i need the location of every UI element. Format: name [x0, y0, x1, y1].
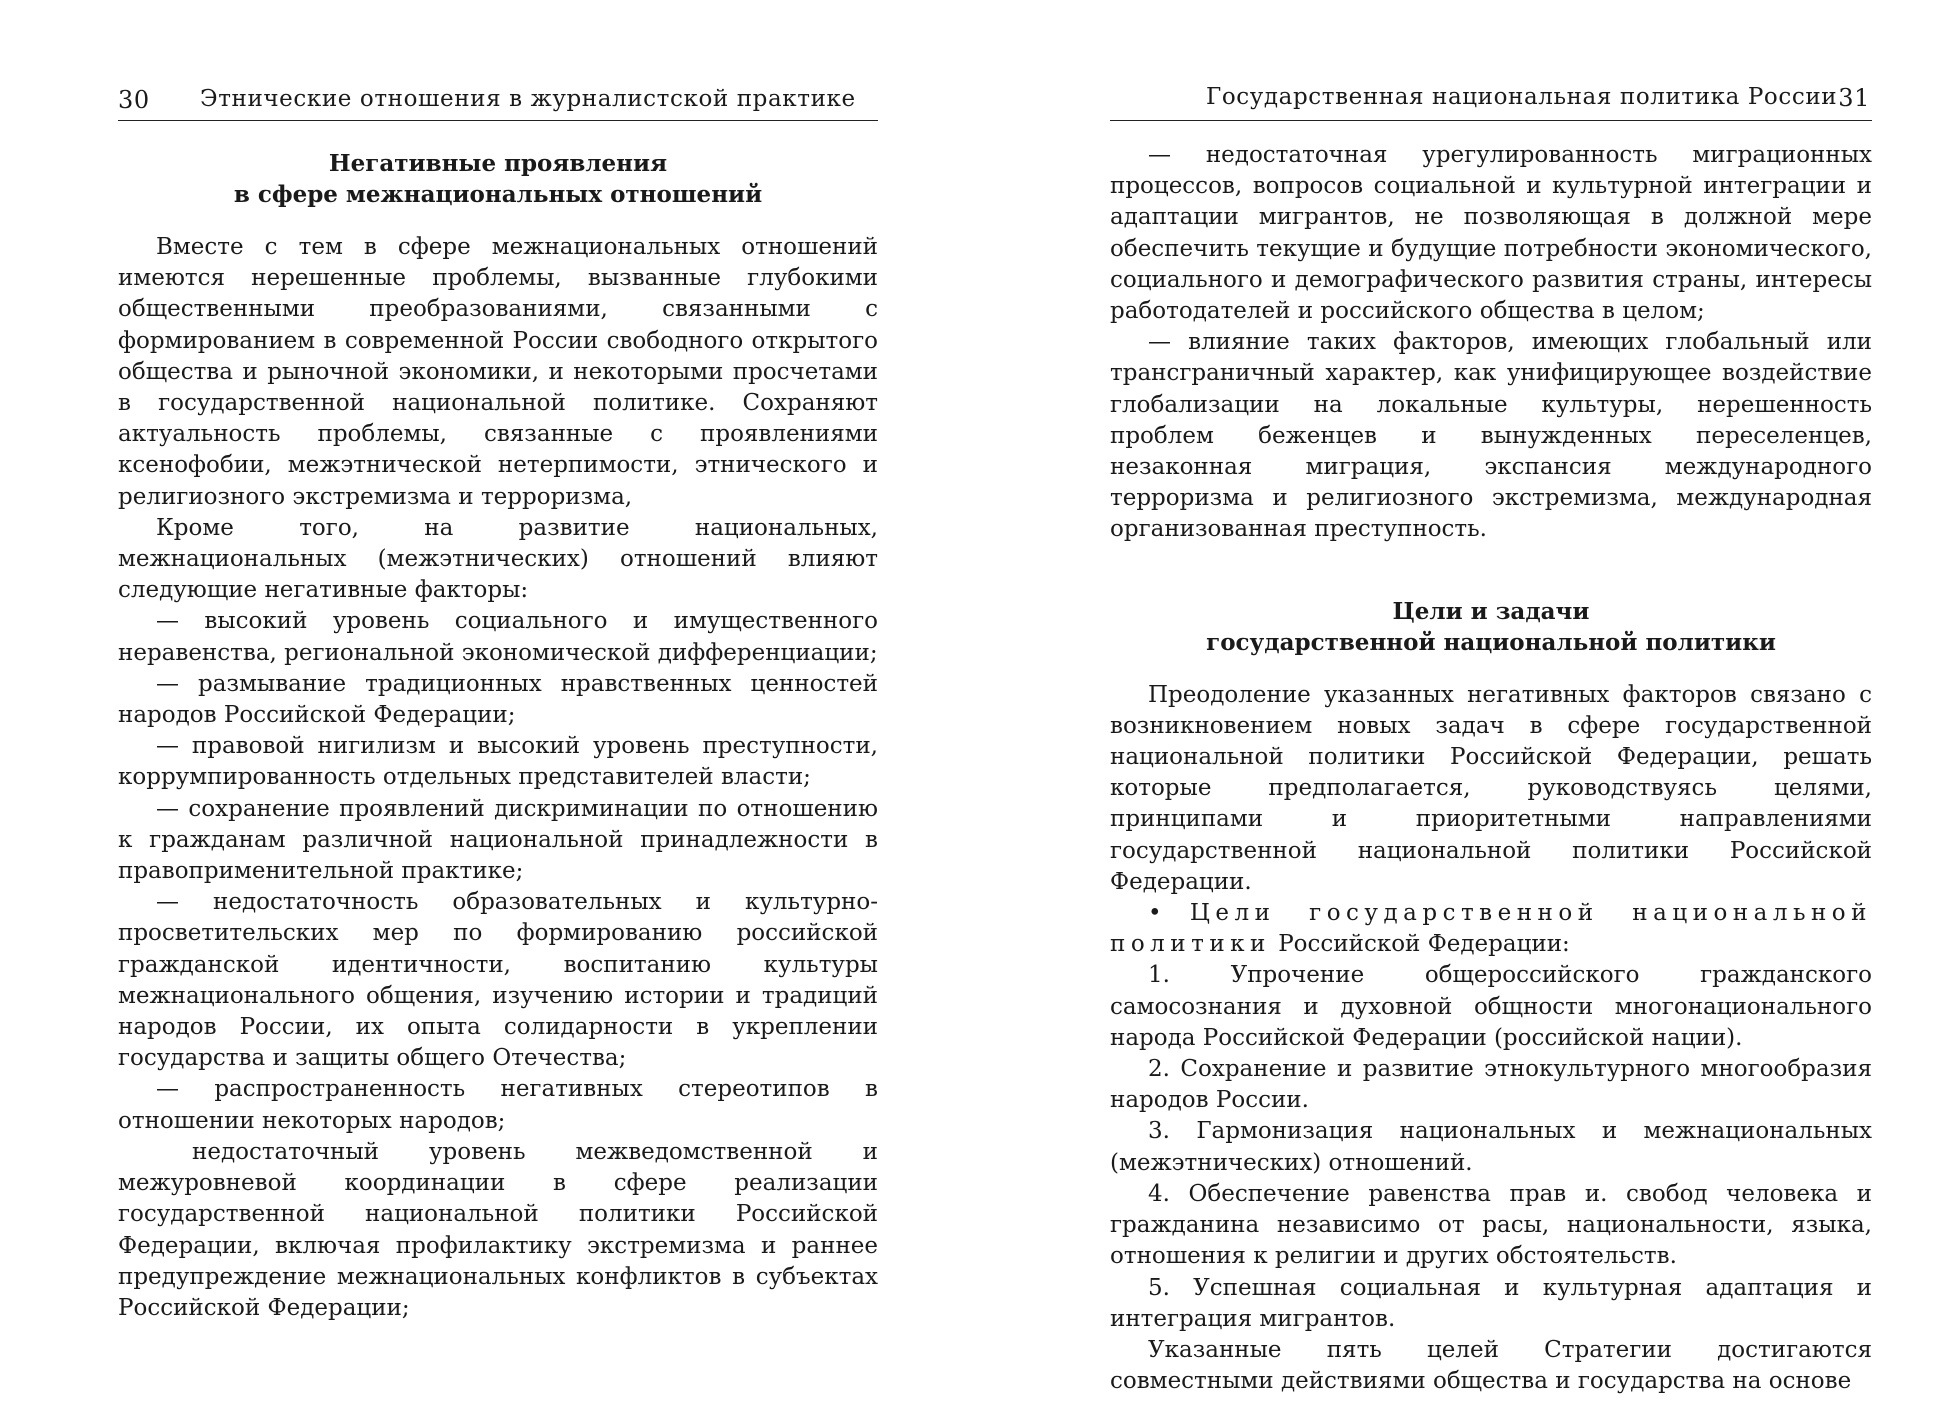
list-item: — недостаточность образовательных и культурно-просветительских мер по формированию российской гражданской идентичности, воспитанию культуры межнационального общения, изучению истории и традиций народов России, их опыта солидарности в укреплении государства и защиты общего Отечества; — [118, 889, 878, 1072]
goals-label-spaced: Цели государственной национальной политики — [1110, 900, 1872, 958]
goal-item: 5. Успешная социальная и культурная адаптация и интеграция мигрантов. — [1110, 1274, 1872, 1332]
page-number: 31 — [1838, 84, 1870, 112]
goal-item: 2. Сохранение и развитие этнокультурного многообразия народов России. — [1110, 1056, 1872, 1114]
goals-label-rest: Российской Федерации: — [1278, 931, 1570, 958]
right-page-body — [1110, 140, 1872, 1397]
paragraph: Вместе с тем в сфере межнациональных отношений имеются нерешенные проблемы, вызванные глубокими общественными преобразованиями, связанными с формированием в современной России свободного открытого общества и рыночной экономики, и некоторыми просчетами в государственной национальной политике. Сохраняют актуальность проблемы, связанные с проявлениями ксенофобии, межэтнической нетерпимости, этнического и религиозного экстремизма и терроризма, — [118, 234, 878, 510]
right-page-header — [1110, 82, 1872, 122]
heading-line: государственной национальной политики — [1206, 628, 1776, 656]
list-item: — сохранение проявлений дискриминации по отношению к гражданам различной национальной принадлежности в правоприменительной практике; — [118, 795, 878, 885]
list-item: — распространенность негативных стереотипов в отношении некоторых народов; — [118, 1076, 878, 1134]
section-heading — [118, 148, 878, 210]
heading-line: в сфере межнациональных отношений — [233, 181, 763, 208]
list-item: недостаточный уровень межведомственной и межуровневой координации в сфере реализации государственной национальной политики Российской Федерации, включая профилактику экстремизма и раннее предупреждение межнациональных конфликтов в субъектах Российской Федерации; — [118, 1138, 878, 1321]
header-rule — [118, 120, 878, 121]
list-item: — размывание традиционных нравственных ценностей народов Российской Федерации; — [118, 670, 878, 729]
running-title: Государственная национальная политика России — [1206, 84, 1838, 110]
goal-item: 3. Гармонизация национальных и межнациональных (межэтнических) отношений. — [1110, 1118, 1872, 1176]
heading-line: Цели и задачи — [1392, 597, 1590, 625]
right-page — [1110, 0, 1872, 1424]
goals-label — [1110, 898, 1872, 960]
goal-item: 4. Обеспечение равенства прав и. свобод человека и гражданина независимо от расы, национальности, языка, отношения к религии и других обстоятельств. — [1110, 1180, 1872, 1270]
page-number: 30 — [118, 86, 150, 114]
list-item: — правовой нигилизм и высокий уровень преступности, коррумпированность отдельных представителей власти; — [118, 733, 878, 791]
paragraph: Указанные пять целей Стратегии достигаются совместными действиями общества и государства на основе — [1110, 1336, 1872, 1395]
left-page — [118, 0, 878, 1424]
heading-line: Негативные проявления — [328, 150, 668, 177]
paragraph: Преодоление указанных негативных факторов связано с возникновением новых задач в сфере государственной национальной политики Российской Федерации, решать которые предполагается, руководствуясь целями, принципами и приоритетными направлениями государственной национальной политики Российской Федерации. — [1110, 681, 1872, 895]
header-rule — [1110, 120, 1872, 121]
left-page-header — [118, 82, 878, 122]
list-item: — высокий уровень социального и имущественного неравенства, региональной экономической дифференциации; — [118, 608, 878, 666]
goal-item: 1. Упрочение общероссийского гражданского самосознания и духовной общности многонационального народа Российской Федерации (российской нации). — [1110, 962, 1872, 1051]
list-item: — недостаточная урегулированность миграционных процессов, вопросов социальной и культурной интеграции и адаптации мигрантов, не позволяющая в должной мере обеспечить текущие и будущие потребности экономического, социального и демографического развития страны, интересы работодателей и российского общества в целом; — [1110, 142, 1872, 325]
running-title: Этнические отношения в журналистской практике — [200, 86, 856, 112]
bullet-icon: • — [1148, 900, 1162, 927]
section-heading — [1110, 596, 1872, 658]
left-page-body — [118, 148, 878, 1324]
paragraph: Кроме того, на развитие национальных, межнациональных (межэтнических) отношений влияют следующие негативные факторы: — [118, 514, 878, 604]
list-item: — влияние таких факторов, имеющих глобальный или трансграничный характер, как унифицирующее воздействие глобализации на локальные культуры, нерешенность проблем беженцев и вынужденных переселенцев, незаконная миграция, экспансия международного терроризма и религиозного экстремизма, международная организованная преступность. — [1110, 329, 1872, 543]
